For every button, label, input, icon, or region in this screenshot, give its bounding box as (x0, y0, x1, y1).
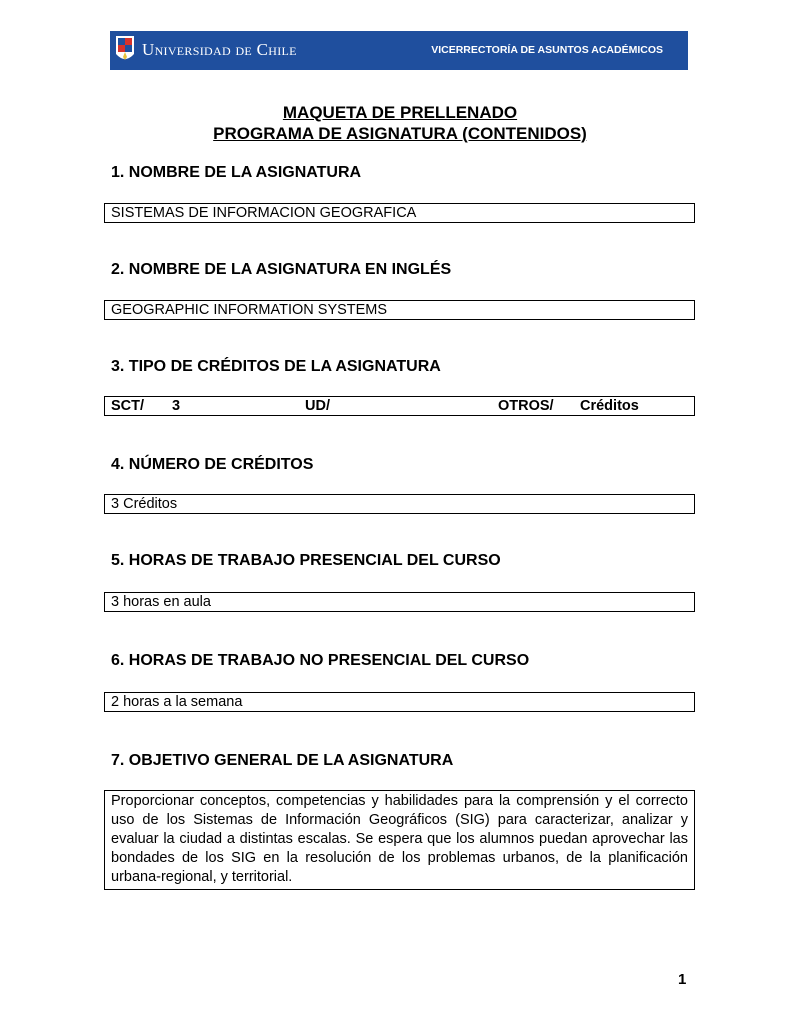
section-3-heading: 3. TIPO DE CRÉDITOS DE LA ASIGNATURA (111, 358, 441, 375)
university-name: Universidad de Chile (142, 40, 297, 59)
otros-label: OTROS/ (498, 398, 554, 414)
ud-label: UD/ (305, 398, 330, 414)
creditos-label: Créditos (580, 398, 639, 414)
section-4-heading: 4. NÚMERO DE CRÉDITOS (111, 456, 314, 473)
header-banner (110, 31, 688, 70)
section-7-heading: 7. OBJETIVO GENERAL DE LA ASIGNATURA (111, 752, 454, 769)
course-name-field: SISTEMAS DE INFORMACION GEOGRAFICA (104, 203, 695, 223)
document-title-line-1: MAQUETA DE PRELLENADO (282, 103, 518, 122)
presential-hours-field: 3 horas en aula (104, 592, 695, 612)
section-1-heading: 1. NOMBRE DE LA ASIGNATURA (111, 164, 362, 181)
section-2-heading: 2. NOMBRE DE LA ASIGNATURA EN INGLÉS (111, 261, 452, 278)
credit-type-field (104, 396, 695, 416)
non-presential-hours-field: 2 horas a la semana (104, 692, 695, 712)
section-5-heading: 5. HORAS DE TRABAJO PRESENCIAL DEL CURSO (111, 552, 501, 569)
document-title-line-2: PROGRAMA DE ASIGNATURA (CONTENIDOS) (213, 124, 587, 143)
section-6-heading: 6. HORAS DE TRABAJO NO PRESENCIAL DEL CURSO (111, 652, 530, 669)
sct-label: SCT/ (111, 398, 145, 414)
credit-count-field: 3 Créditos (104, 494, 695, 514)
page-number: 1 (678, 971, 687, 988)
vicerrectoria-label: VICERRECTORÍA DE ASUNTOS ACADÉMICOS (431, 44, 663, 56)
university-crest-icon (115, 35, 135, 65)
general-objective-field: Proporcionar conceptos, competencias y habilidades para la comprensión y el correcto uso de los Sistemas de Información Geográficos (SIG) para caracterizar, analizar y evaluar la ciudad a distintas escalas. Se espera que los alumnos puedan aprovechar las bondades de los SIG en la resolución de los problemas urbanos, de la planificación urbana-regional, y territorial. (104, 790, 695, 890)
course-name-english-field: GEOGRAPHIC INFORMATION SYSTEMS (104, 300, 695, 320)
sct-value: 3 (172, 398, 181, 414)
